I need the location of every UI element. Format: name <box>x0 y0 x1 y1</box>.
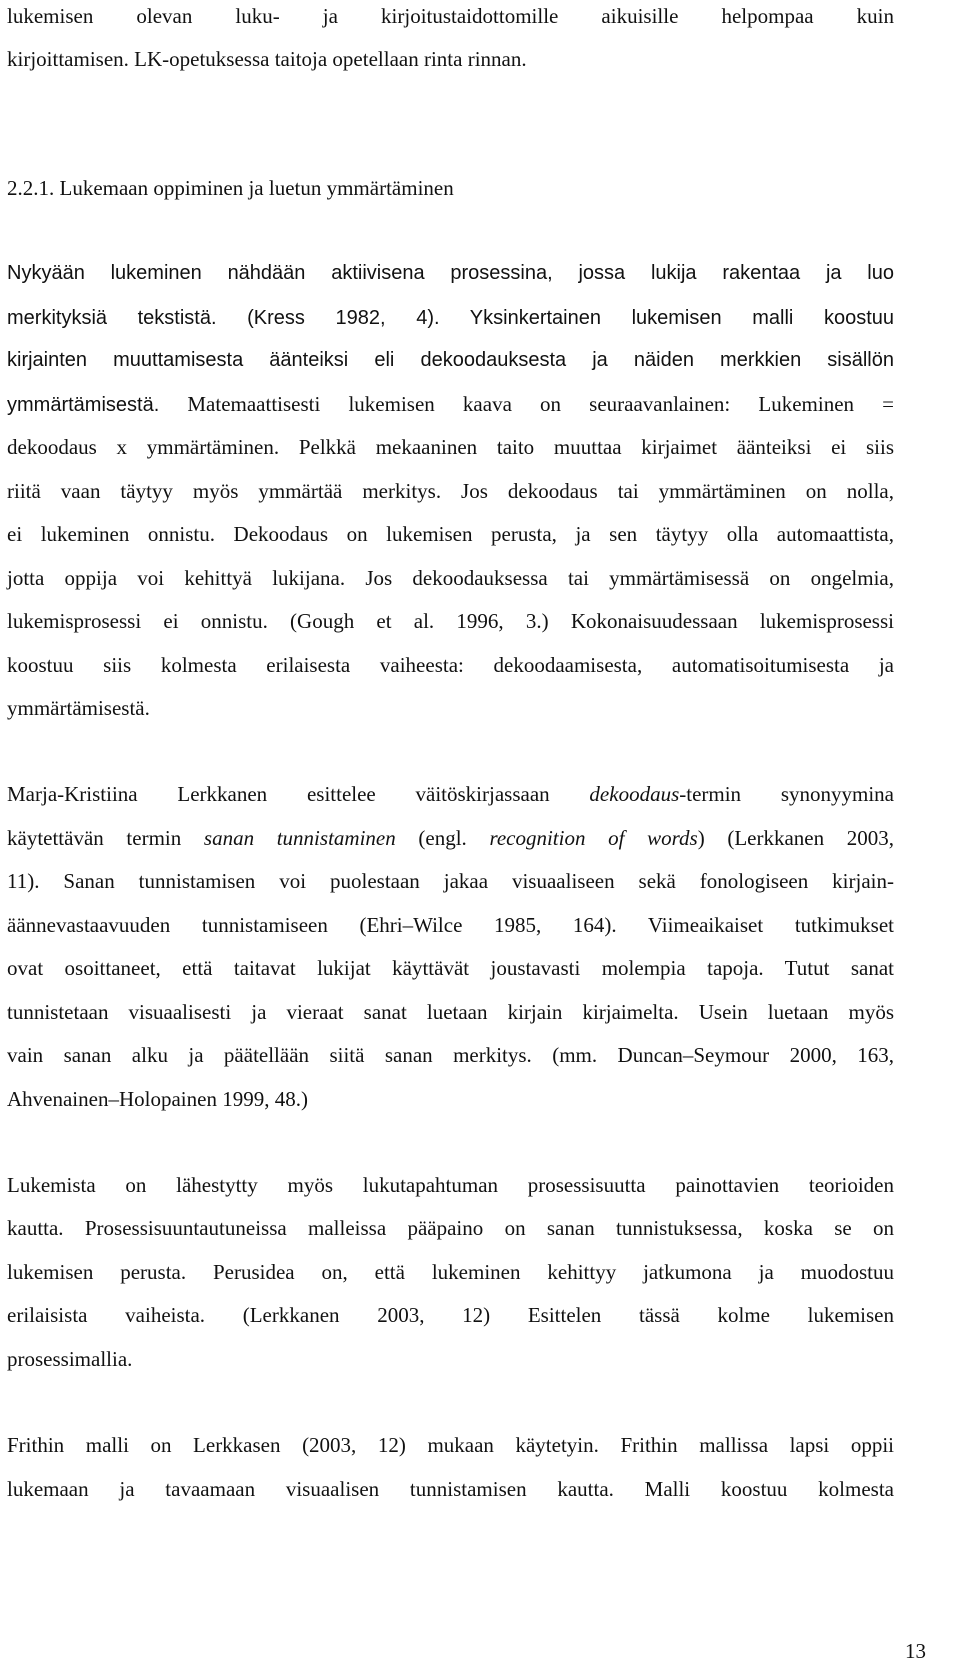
italic-term: recognition of words <box>489 826 698 850</box>
section-heading: 2.2.1. Lukemaan oppiminen ja luetun ymmärtäminen <box>7 176 454 200</box>
body-text-line <box>7 781 894 807</box>
body-text-line: kautta. Prosessisuuntautuneissa malleissa pääpaino on sanan tunnistuksessa, koska se on <box>7 1216 894 1240</box>
text-segment: Pelkkä mekaaninen taito muuttaa kirjaimet äänteiksi ei siis <box>279 435 894 459</box>
page-number: 13 <box>905 1639 926 1663</box>
text-segment: ) (Lerkkanen 2003, <box>697 826 895 850</box>
body-text-line: riitä vaan täytyy myös ymmärtää merkitys. Jos dekoodaus tai ymmärtäminen on nolla, <box>7 479 894 503</box>
body-text-line <box>7 434 894 460</box>
text-segment: ymmärtämisestä. <box>7 394 160 416</box>
body-text-line: tunnistetaan visuaalisesti ja vieraat sanat luetaan kirjain kirjaimelta. Usein luetaan myös <box>7 1000 894 1024</box>
body-text-line: Lukemista on lähestytty myös lukutapahtuman prosessisuutta painottavien teorioiden <box>7 1173 894 1197</box>
body-text-line: ovat osoittaneet, että taitavat lukijat käyttävät joustavasti molempia tapoja. Tutut sanat <box>7 956 894 980</box>
body-text-line: ei lukeminen onnistu. Dekoodaus on lukemisen perusta, ja sen täytyy olla automaattista, <box>7 522 894 546</box>
text-segment: Matemaattisesti lukemisen kaava on seuraavanlainen: Lukeminen = <box>159 392 894 416</box>
body-text-line: kirjainten muuttamisesta äänteiksi eli dekoodauksesta ja näiden merkkien sisällön <box>7 349 894 371</box>
italic-term: sanan tunnistaminen <box>203 826 396 850</box>
body-text-line: Nykyään lukeminen nähdään aktiivisena prosessina, jossa lukija rakentaa ja luo <box>7 262 894 284</box>
body-text-line <box>7 304 894 331</box>
body-text-line <box>7 391 894 418</box>
body-text-line: kirjoittamisen. LK-opetuksessa taitoja opetellaan rinta rinnan. <box>7 47 527 71</box>
text-segment: merkityksiä tekstistä. (Kress 1982, 4). <box>7 307 440 329</box>
body-text-line <box>7 825 894 851</box>
text-segment: dekoodaus x ymmärtäminen. <box>7 435 280 459</box>
body-text-line: äännevastaavuuden tunnistamiseen (Ehri–Wilce 1985, 164). Viimeaikaiset tutkimukset <box>7 913 894 937</box>
text-segment: käytettävän termin <box>7 826 204 850</box>
italic-term: dekoodaus <box>589 782 680 806</box>
body-text-line: lukemisen perusta. Perusidea on, että lukeminen kehittyy jatkumona ja muodostuu <box>7 1260 894 1284</box>
body-text-line: Ahvenainen–Holopainen 1999, 48.) <box>7 1087 308 1111</box>
body-text-line: 11). Sanan tunnistamisen voi puolestaan jakaa visuaaliseen sekä fonologiseen kirjain- <box>7 869 894 893</box>
body-text-line: vain sanan alku ja päätellään siitä sanan merkitys. (mm. Duncan–Seymour 2000, 163, <box>7 1043 894 1067</box>
body-text-line: lukemisen olevan luku- ja kirjoitustaidottomille aikuisille helpompaa kuin <box>7 4 894 28</box>
text-segment: Yksinkertainen lukemisen malli koostuu <box>439 307 895 329</box>
text-segment: Marja-Kristiina Lerkkanen esittelee väitöskirjassaan <box>7 782 590 806</box>
body-text-line: ymmärtämisestä. <box>7 696 150 720</box>
body-text-line: lukemisprosessi ei onnistu. (Gough et al. 1996, 3.) Kokonaisuudessaan lukemisprosessi <box>7 609 894 633</box>
text-segment: -termin synonyymina <box>679 782 894 806</box>
body-text-line: erilaisista vaiheista. (Lerkkanen 2003, 12) Esittelen tässä kolme lukemisen <box>7 1303 894 1327</box>
body-text-line: prosessimallia. <box>7 1347 133 1371</box>
body-text-line: Frithin malli on Lerkkasen (2003, 12) mukaan käytetyin. Frithin mallissa lapsi oppii <box>7 1433 894 1457</box>
body-text-line: lukemaan ja tavaamaan visuaalisen tunnistamisen kautta. Malli koostuu kolmesta <box>7 1477 894 1501</box>
body-text-line: koostuu siis kolmesta erilaisesta vaiheesta: dekoodaamisesta, automatisoitumisesta ja <box>7 653 894 677</box>
text-segment: (engl. <box>395 826 490 850</box>
body-text-line: jotta oppija voi kehittyä lukijana. Jos dekoodauksessa tai ymmärtämisessä on ongelmia, <box>7 566 894 590</box>
